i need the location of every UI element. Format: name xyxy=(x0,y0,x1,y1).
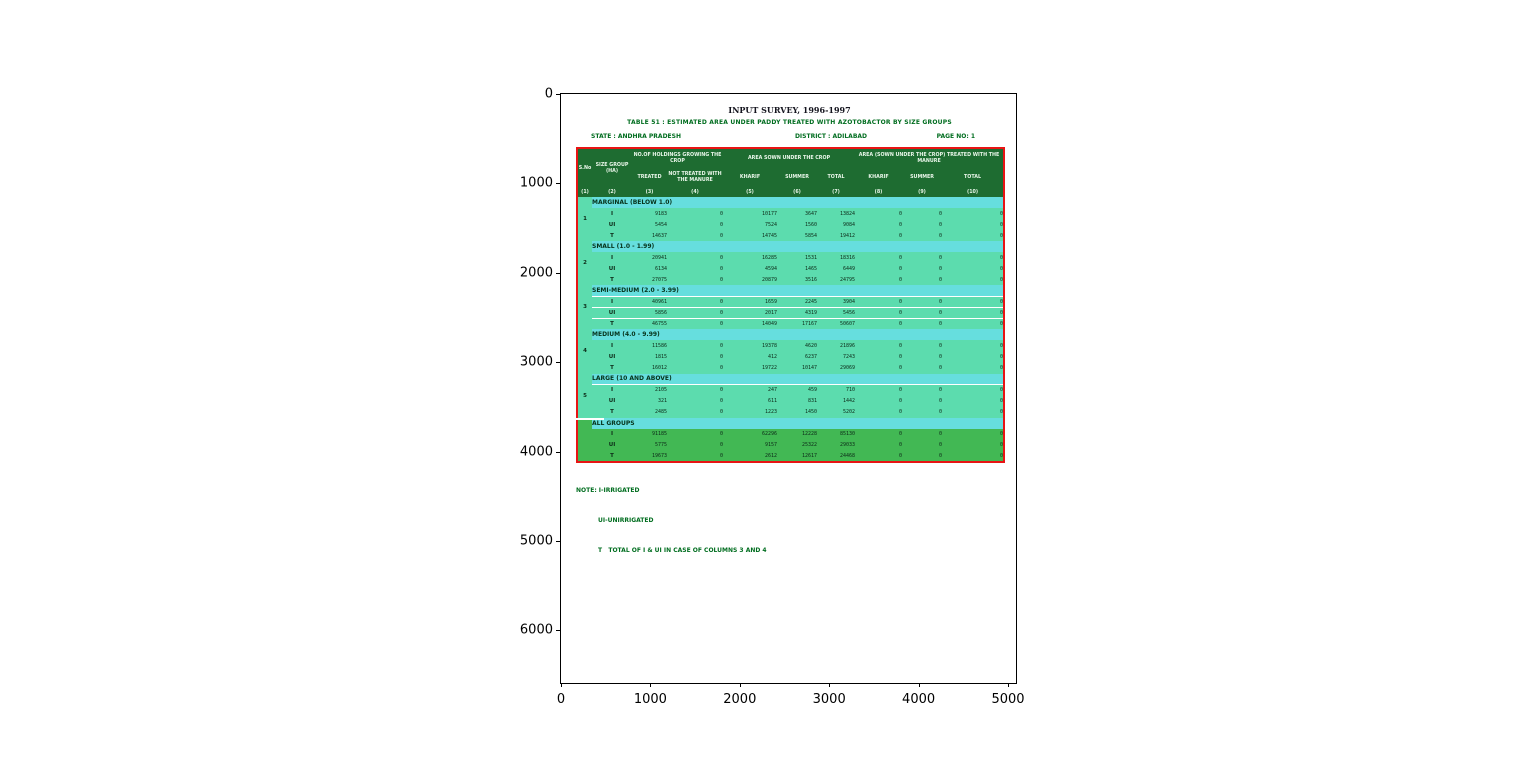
value-cell: 611 xyxy=(723,396,777,407)
irrigation-type-cell: I xyxy=(592,252,632,263)
header-holdings-group: NO.OF HOLDINGS GROWING THE CROP xyxy=(632,148,723,168)
size-group-label: SMALL (1.0 - 1.99) xyxy=(592,241,1004,252)
value-cell: 1465 xyxy=(777,263,817,274)
irrigation-type-cell: T xyxy=(592,274,632,285)
table-header xyxy=(577,148,1004,197)
value-cell: 0 xyxy=(942,451,1004,462)
size-group-banner-row xyxy=(577,241,1004,252)
table-row xyxy=(577,263,1004,274)
table-row xyxy=(577,351,1004,362)
value-cell: 0 xyxy=(855,274,902,285)
value-cell: 19673 xyxy=(632,451,667,462)
subheader-kharif-2: KHARIF xyxy=(855,168,902,188)
value-cell: 0 xyxy=(902,230,942,241)
plot-area xyxy=(519,86,1025,707)
value-cell: 0 xyxy=(855,362,902,373)
subheader-kharif-1: KHARIF xyxy=(723,168,777,188)
value-cell: 710 xyxy=(817,385,855,396)
value-cell: 0 xyxy=(855,429,902,440)
state-label: STATE : ANDHRA PRADESH xyxy=(591,133,681,140)
value-cell: 2105 xyxy=(632,385,667,396)
size-group-banner-row xyxy=(577,374,1004,385)
value-cell: 0 xyxy=(942,263,1004,274)
value-cell: 1560 xyxy=(777,219,817,230)
size-group-label: SEMI-MEDIUM (2.0 - 3.99) xyxy=(592,285,1004,296)
value-cell: 19722 xyxy=(723,362,777,373)
y-tick-label: 4000 xyxy=(519,444,553,460)
value-cell: 0 xyxy=(667,307,723,318)
value-cell: 0 xyxy=(902,340,942,351)
value-cell: 24468 xyxy=(817,451,855,462)
irrigation-type-cell: T xyxy=(592,451,632,462)
value-cell: 5202 xyxy=(817,407,855,418)
value-cell: 0 xyxy=(855,263,902,274)
value-cell: 7243 xyxy=(817,351,855,362)
value-cell: 3647 xyxy=(777,208,817,219)
size-group-banner-row xyxy=(577,197,1004,208)
value-cell: 5854 xyxy=(777,230,817,241)
serial-number-cell: 4 xyxy=(577,329,592,373)
value-cell: 2612 xyxy=(723,451,777,462)
value-cell: 4594 xyxy=(723,263,777,274)
value-cell: 0 xyxy=(942,252,1004,263)
value-cell: 0 xyxy=(902,219,942,230)
table-row xyxy=(577,296,1004,307)
column-number: (5) xyxy=(723,188,777,197)
irrigation-type-cell: I xyxy=(592,296,632,307)
value-cell: 3516 xyxy=(777,274,817,285)
irrigation-type-cell: UI xyxy=(592,263,632,274)
y-tick-label: 0 xyxy=(544,86,553,102)
value-cell: 4620 xyxy=(777,340,817,351)
value-cell: 9084 xyxy=(817,219,855,230)
value-cell: 0 xyxy=(942,385,1004,396)
value-cell: 0 xyxy=(855,252,902,263)
value-cell: 0 xyxy=(667,396,723,407)
value-cell: 247 xyxy=(723,385,777,396)
value-cell: 0 xyxy=(942,440,1004,451)
irrigation-type-cell: UI xyxy=(592,351,632,362)
note-line: T TOTAL OF I & UI IN CASE OF COLUMNS 3 AND 4 xyxy=(598,547,767,554)
serial-number-cell: 3 xyxy=(577,285,592,329)
x-tick-label: 4000 xyxy=(902,692,936,707)
value-cell: 21896 xyxy=(817,340,855,351)
x-tick-label: 0 xyxy=(556,692,566,707)
y-tick-label: 2000 xyxy=(519,265,553,281)
value-cell: 11586 xyxy=(632,340,667,351)
y-tick-mark xyxy=(556,452,560,453)
header-area-sown-group: AREA SOWN UNDER THE CROP xyxy=(723,148,855,168)
column-number: (4) xyxy=(667,188,723,197)
irrigation-type-cell: I xyxy=(592,429,632,440)
value-cell: 0 xyxy=(667,208,723,219)
value-cell: 20879 xyxy=(723,274,777,285)
y-tick-mark xyxy=(556,362,560,363)
value-cell: 46755 xyxy=(632,318,667,329)
value-cell: 0 xyxy=(855,440,902,451)
x-tick-mark xyxy=(561,683,562,687)
value-cell: 0 xyxy=(902,208,942,219)
x-tick-mark xyxy=(829,683,830,687)
table-row xyxy=(577,230,1004,241)
value-cell: 12228 xyxy=(777,429,817,440)
value-cell: 0 xyxy=(855,208,902,219)
value-cell: 5454 xyxy=(632,219,667,230)
value-cell: 0 xyxy=(902,440,942,451)
survey-table xyxy=(576,147,1005,463)
value-cell: 0 xyxy=(902,318,942,329)
value-cell: 2485 xyxy=(632,407,667,418)
value-cell: 4319 xyxy=(777,307,817,318)
value-cell: 16012 xyxy=(632,362,667,373)
value-cell: 0 xyxy=(855,407,902,418)
value-cell: 13824 xyxy=(817,208,855,219)
value-cell: 27075 xyxy=(632,274,667,285)
note-line: UI-UNIRRIGATED xyxy=(598,517,654,524)
value-cell: 0 xyxy=(902,407,942,418)
value-cell: 6134 xyxy=(632,263,667,274)
y-tick-mark xyxy=(556,183,560,184)
value-cell: 0 xyxy=(902,351,942,362)
table-row xyxy=(577,340,1004,351)
value-cell: 85130 xyxy=(817,429,855,440)
value-cell: 5775 xyxy=(632,440,667,451)
value-cell: 0 xyxy=(902,274,942,285)
value-cell: 14049 xyxy=(723,318,777,329)
y-tick-mark xyxy=(556,273,560,274)
subheader-treated: TREATED xyxy=(632,168,667,188)
x-tick-label: 3000 xyxy=(812,692,846,707)
irrigation-type-cell: UI xyxy=(592,440,632,451)
value-cell: 1442 xyxy=(817,396,855,407)
value-cell: 1815 xyxy=(632,351,667,362)
value-cell: 62296 xyxy=(723,429,777,440)
irrigation-type-cell: T xyxy=(592,318,632,329)
value-cell: 0 xyxy=(855,451,902,462)
value-cell: 0 xyxy=(942,274,1004,285)
x-tick-mark xyxy=(740,683,741,687)
irrigation-type-cell: T xyxy=(592,362,632,373)
x-tick-label: 5000 xyxy=(991,692,1025,707)
value-cell: 9157 xyxy=(723,440,777,451)
value-cell: 0 xyxy=(902,396,942,407)
value-cell: 40961 xyxy=(632,296,667,307)
value-cell: 50607 xyxy=(817,318,855,329)
irrigation-type-cell: UI xyxy=(592,307,632,318)
value-cell: 0 xyxy=(902,307,942,318)
value-cell: 0 xyxy=(855,230,902,241)
size-group-label: LARGE (10 AND ABOVE) xyxy=(592,374,1004,385)
column-number: (6) xyxy=(777,188,817,197)
irrigation-type-cell: T xyxy=(592,407,632,418)
value-cell: 321 xyxy=(632,396,667,407)
document-subtitle: TABLE 51 : ESTIMATED AREA UNDER PADDY TREATED WITH AZOTOBACTOR BY SIZE GROUPS xyxy=(627,119,952,126)
document-title: INPUT SURVEY, 1996-1997 xyxy=(728,105,851,115)
value-cell: 0 xyxy=(667,362,723,373)
value-cell: 5456 xyxy=(817,307,855,318)
value-cell: 0 xyxy=(667,351,723,362)
value-cell: 1531 xyxy=(777,252,817,263)
irrigation-type-cell: T xyxy=(592,230,632,241)
note-line: NOTE: I-IRRIGATED xyxy=(576,487,640,494)
page-number-label: PAGE NO: 1 xyxy=(936,133,975,140)
value-cell: 10177 xyxy=(723,208,777,219)
x-tick-label: 2000 xyxy=(723,692,757,707)
value-cell: 0 xyxy=(667,263,723,274)
value-cell: 0 xyxy=(667,318,723,329)
value-cell: 0 xyxy=(667,440,723,451)
value-cell: 0 xyxy=(942,296,1004,307)
value-cell: 29033 xyxy=(817,440,855,451)
value-cell: 0 xyxy=(855,318,902,329)
size-group-label: MEDIUM (4.0 - 9.99) xyxy=(592,329,1004,340)
serial-number-cell xyxy=(577,418,592,462)
value-cell: 3904 xyxy=(817,296,855,307)
value-cell: 14637 xyxy=(632,230,667,241)
value-cell: 0 xyxy=(855,385,902,396)
y-tick-label: 6000 xyxy=(519,622,553,638)
value-cell: 17167 xyxy=(777,318,817,329)
value-cell: 16285 xyxy=(723,252,777,263)
table-row xyxy=(577,307,1004,318)
header-size-group: SIZE GROUP (HA) xyxy=(592,148,632,188)
column-number-row xyxy=(577,188,1004,197)
white-separator-strip xyxy=(576,418,604,420)
table-row xyxy=(577,252,1004,263)
footnotes xyxy=(576,466,767,576)
value-cell: 0 xyxy=(942,362,1004,373)
value-cell: 0 xyxy=(902,263,942,274)
table-row xyxy=(577,429,1004,440)
value-cell: 9183 xyxy=(632,208,667,219)
value-cell: 0 xyxy=(667,252,723,263)
column-number: (8) xyxy=(855,188,902,197)
value-cell: 10147 xyxy=(777,362,817,373)
x-tick-label: 1000 xyxy=(633,692,667,707)
value-cell: 412 xyxy=(723,351,777,362)
value-cell: 831 xyxy=(777,396,817,407)
y-tick-label: 3000 xyxy=(519,354,553,370)
subheader-total-1: TOTAL xyxy=(817,168,855,188)
district-label: DISTRICT : ADILABAD xyxy=(794,133,868,140)
value-cell: 6449 xyxy=(817,263,855,274)
value-cell: 0 xyxy=(855,296,902,307)
value-cell: 0 xyxy=(942,230,1004,241)
value-cell: 0 xyxy=(902,252,942,263)
x-tick-mark xyxy=(919,683,920,687)
value-cell: 0 xyxy=(942,340,1004,351)
x-tick-mark xyxy=(650,683,651,687)
value-cell: 0 xyxy=(667,407,723,418)
value-cell: 5856 xyxy=(632,307,667,318)
table-row xyxy=(577,318,1004,329)
value-cell: 6237 xyxy=(777,351,817,362)
column-number: (10) xyxy=(942,188,1004,197)
value-cell: 1223 xyxy=(723,407,777,418)
column-number: (7) xyxy=(817,188,855,197)
value-cell: 0 xyxy=(942,407,1004,418)
serial-number-cell: 1 xyxy=(577,197,592,241)
y-tick-mark xyxy=(556,630,560,631)
y-tick-label: 1000 xyxy=(519,175,553,191)
y-tick-mark xyxy=(556,94,560,95)
value-cell: 2017 xyxy=(723,307,777,318)
value-cell: 0 xyxy=(855,396,902,407)
value-cell: 0 xyxy=(902,451,942,462)
value-cell: 0 xyxy=(855,307,902,318)
value-cell: 14745 xyxy=(723,230,777,241)
column-number: (3) xyxy=(632,188,667,197)
value-cell: 0 xyxy=(942,219,1004,230)
size-group-banner-row xyxy=(577,418,1004,429)
table-row xyxy=(577,451,1004,462)
value-cell: 0 xyxy=(667,274,723,285)
value-cell: 0 xyxy=(667,296,723,307)
value-cell: 0 xyxy=(942,396,1004,407)
size-group-banner-row xyxy=(577,285,1004,296)
value-cell: 12617 xyxy=(777,451,817,462)
value-cell: 0 xyxy=(855,340,902,351)
irrigation-type-cell: UI xyxy=(592,219,632,230)
size-group-banner-row xyxy=(577,329,1004,340)
document-meta-line xyxy=(576,133,1003,140)
value-cell: 0 xyxy=(667,230,723,241)
value-cell: 0 xyxy=(942,208,1004,219)
irrigation-type-cell: I xyxy=(592,340,632,351)
table-row xyxy=(577,219,1004,230)
value-cell: 24795 xyxy=(817,274,855,285)
value-cell: 20941 xyxy=(632,252,667,263)
table-row xyxy=(577,407,1004,418)
subheader-not-treated: NOT TREATED WITH THE MANURE xyxy=(667,168,723,188)
table-body xyxy=(577,197,1004,462)
subheader-summer-1: SUMMER xyxy=(777,168,817,188)
value-cell: 0 xyxy=(667,340,723,351)
value-cell: 18316 xyxy=(817,252,855,263)
value-cell: 0 xyxy=(667,451,723,462)
value-cell: 19412 xyxy=(817,230,855,241)
value-cell: 25322 xyxy=(777,440,817,451)
y-tick-label: 5000 xyxy=(519,533,553,549)
subheader-total-2: TOTAL xyxy=(942,168,1004,188)
value-cell: 0 xyxy=(902,429,942,440)
size-group-label: ALL GROUPS xyxy=(592,418,1004,429)
value-cell: 0 xyxy=(942,351,1004,362)
column-number: (2) xyxy=(592,188,632,197)
value-cell: 0 xyxy=(667,429,723,440)
table-row xyxy=(577,362,1004,373)
column-number: (1) xyxy=(577,188,592,197)
subheader-summer-2: SUMMER xyxy=(902,168,942,188)
table-row xyxy=(577,385,1004,396)
irrigation-type-cell: I xyxy=(592,385,632,396)
value-cell: 7524 xyxy=(723,219,777,230)
value-cell: 0 xyxy=(667,385,723,396)
value-cell: 0 xyxy=(667,219,723,230)
header-sno: S.No xyxy=(577,148,592,188)
serial-number-cell: 5 xyxy=(577,374,592,418)
size-group-label: MARGINAL (BELOW 1.0) xyxy=(592,197,1004,208)
value-cell: 0 xyxy=(855,351,902,362)
table-row xyxy=(577,396,1004,407)
value-cell: 1450 xyxy=(777,407,817,418)
y-tick-mark xyxy=(556,541,560,542)
column-number: (9) xyxy=(902,188,942,197)
value-cell: 2245 xyxy=(777,296,817,307)
value-cell: 0 xyxy=(855,219,902,230)
value-cell: 0 xyxy=(902,385,942,396)
table-row xyxy=(577,440,1004,451)
value-cell: 29069 xyxy=(817,362,855,373)
value-cell: 91185 xyxy=(632,429,667,440)
value-cell: 459 xyxy=(777,385,817,396)
table-wrapper xyxy=(576,147,1005,463)
value-cell: 0 xyxy=(942,429,1004,440)
serial-number-cell: 2 xyxy=(577,241,592,285)
value-cell: 0 xyxy=(942,318,1004,329)
value-cell: 0 xyxy=(942,307,1004,318)
header-area-treated-group: AREA (SOWN UNDER THE CROP) TREATED WITH THE MANURE xyxy=(855,148,1004,168)
table-row xyxy=(577,274,1004,285)
x-tick-mark xyxy=(1008,683,1009,687)
value-cell: 0 xyxy=(902,296,942,307)
irrigation-type-cell: I xyxy=(592,208,632,219)
value-cell: 1659 xyxy=(723,296,777,307)
value-cell: 19378 xyxy=(723,340,777,351)
table-row xyxy=(577,208,1004,219)
value-cell: 0 xyxy=(902,362,942,373)
irrigation-type-cell: UI xyxy=(592,396,632,407)
